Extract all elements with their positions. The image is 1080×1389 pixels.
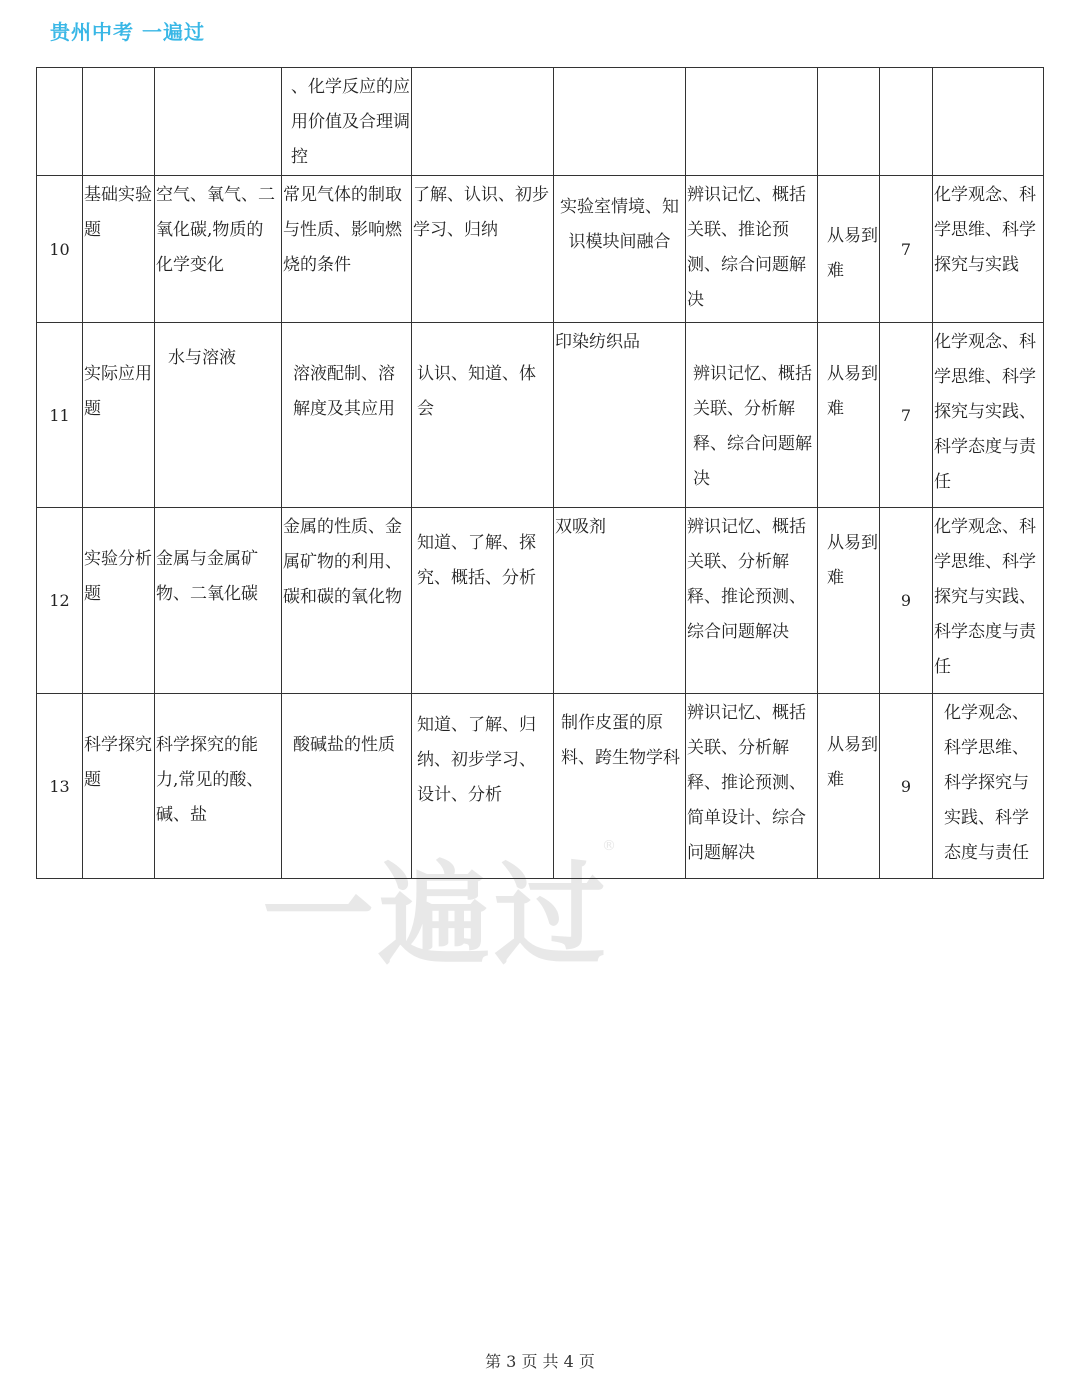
cell-content bbox=[155, 508, 282, 694]
cell-score: 9 bbox=[880, 694, 933, 879]
cell-focus-text: 溶液配制、溶解度及其应用 bbox=[293, 364, 395, 419]
cell-focus bbox=[282, 323, 412, 508]
cell-ability: 辨识记忆、概括关联、分析解释、推论预测、综合问题解决 bbox=[686, 508, 818, 694]
cell-requirement bbox=[412, 323, 554, 508]
cell-focus bbox=[282, 68, 412, 176]
cell-requirement bbox=[412, 68, 554, 176]
cell-content-text: 水与溶液 bbox=[168, 348, 236, 368]
cell-requirement: 了解、认识、初步学习、归纳 bbox=[412, 176, 554, 323]
cell-difficulty bbox=[818, 323, 880, 508]
table-row bbox=[37, 176, 1044, 323]
watermark-text: 一遍过 bbox=[262, 851, 610, 981]
cell-literacy-text: 化学观念、科学思维、科学探究与实践、科学态度与责任 bbox=[944, 703, 1029, 863]
cell-requirement bbox=[412, 694, 554, 879]
cell-ability-text: 辨识记忆、概括关联、分析解释、综合问题解决 bbox=[693, 364, 812, 489]
cell-ability bbox=[686, 68, 818, 176]
cell-content bbox=[155, 694, 282, 879]
cell-context: 印染纺织品 bbox=[554, 323, 686, 508]
cell-context bbox=[554, 176, 686, 323]
cell-content: 空气、氧气、二氧化碳,物质的化学变化 bbox=[155, 176, 282, 323]
cell-type bbox=[83, 508, 155, 694]
exam-spec-table bbox=[36, 67, 1044, 879]
cell-difficulty-text: 从易到难 bbox=[827, 735, 878, 790]
cell-difficulty bbox=[818, 694, 880, 879]
cell-requirement-text: 知道、了解、归纳、初步学习、设计、分析 bbox=[417, 715, 536, 805]
table-row bbox=[37, 508, 1044, 694]
cell-focus-text: 、化学反应的应用价值及合理调控 bbox=[291, 77, 410, 167]
cell-ability: 辨识记忆、概括关联、推论预测、综合问题解决 bbox=[686, 176, 818, 323]
cell-type: 基础实验题 bbox=[83, 176, 155, 323]
cell-type-text: 实际应用题 bbox=[84, 364, 152, 419]
cell-no: 10 bbox=[37, 176, 83, 323]
cell-content bbox=[155, 323, 282, 508]
cell-literacy: 化学观念、科学思维、科学探究与实践、科学态度与责任 bbox=[933, 508, 1044, 694]
cell-focus bbox=[282, 694, 412, 879]
cell-difficulty bbox=[818, 68, 880, 176]
cell-type-text: 科学探究题 bbox=[84, 735, 152, 790]
cell-context-text: 制作皮蛋的原料、跨生物学科 bbox=[561, 713, 680, 768]
page-number: 第 3 页 共 4 页 bbox=[485, 1352, 595, 1371]
cell-no: 13 bbox=[37, 694, 83, 879]
table-row bbox=[37, 694, 1044, 879]
cell-no bbox=[37, 68, 83, 176]
cell-context bbox=[554, 694, 686, 879]
cell-type bbox=[83, 323, 155, 508]
cell-score: 7 bbox=[880, 323, 933, 508]
cell-difficulty-text: 从易到难 bbox=[827, 533, 878, 588]
cell-content bbox=[155, 68, 282, 176]
brand-header: 贵州中考 一遍过 bbox=[50, 20, 205, 44]
cell-no: 11 bbox=[37, 323, 83, 508]
table-row bbox=[37, 68, 1044, 176]
cell-literacy: 化学观念、科学思维、科学探究与实践 bbox=[933, 176, 1044, 323]
cell-requirement-text: 知道、了解、探究、概括、分析 bbox=[417, 533, 536, 588]
cell-context bbox=[554, 68, 686, 176]
table-row bbox=[37, 323, 1044, 508]
cell-type bbox=[83, 694, 155, 879]
cell-literacy: 化学观念、科学思维、科学探究与实践、科学态度与责任 bbox=[933, 323, 1044, 508]
cell-difficulty-text: 从易到难 bbox=[827, 364, 878, 419]
registered-mark: ® bbox=[602, 838, 620, 854]
cell-requirement-text: 认识、知道、体会 bbox=[417, 364, 536, 419]
cell-score: 7 bbox=[880, 176, 933, 323]
cell-requirement bbox=[412, 508, 554, 694]
cell-context-text: 实验室情境、知识模块间融合 bbox=[560, 197, 679, 252]
cell-no: 12 bbox=[37, 508, 83, 694]
cell-score bbox=[880, 68, 933, 176]
cell-ability: 辨识记忆、概括关联、分析解释、推论预测、简单设计、综合问题解决 bbox=[686, 694, 818, 879]
cell-type-text: 实验分析题 bbox=[84, 549, 152, 604]
cell-focus: 金属的性质、金属矿物的利用、碳和碳的氧化物 bbox=[282, 508, 412, 694]
cell-ability bbox=[686, 323, 818, 508]
cell-context: 双吸剂 bbox=[554, 508, 686, 694]
cell-difficulty bbox=[818, 176, 880, 323]
cell-literacy bbox=[933, 68, 1044, 176]
cell-literacy bbox=[933, 694, 1044, 879]
cell-type bbox=[83, 68, 155, 176]
cell-focus: 常见气体的制取与性质、影响燃烧的条件 bbox=[282, 176, 412, 323]
cell-focus-text: 酸碱盐的性质 bbox=[293, 735, 395, 755]
cell-difficulty bbox=[818, 508, 880, 694]
cell-content-text: 金属与金属矿物、二氧化碳 bbox=[156, 549, 258, 604]
cell-score: 9 bbox=[880, 508, 933, 694]
cell-content-text: 科学探究的能力,常见的酸、碱、盐 bbox=[156, 735, 264, 825]
cell-difficulty-text: 从易到难 bbox=[827, 226, 878, 281]
